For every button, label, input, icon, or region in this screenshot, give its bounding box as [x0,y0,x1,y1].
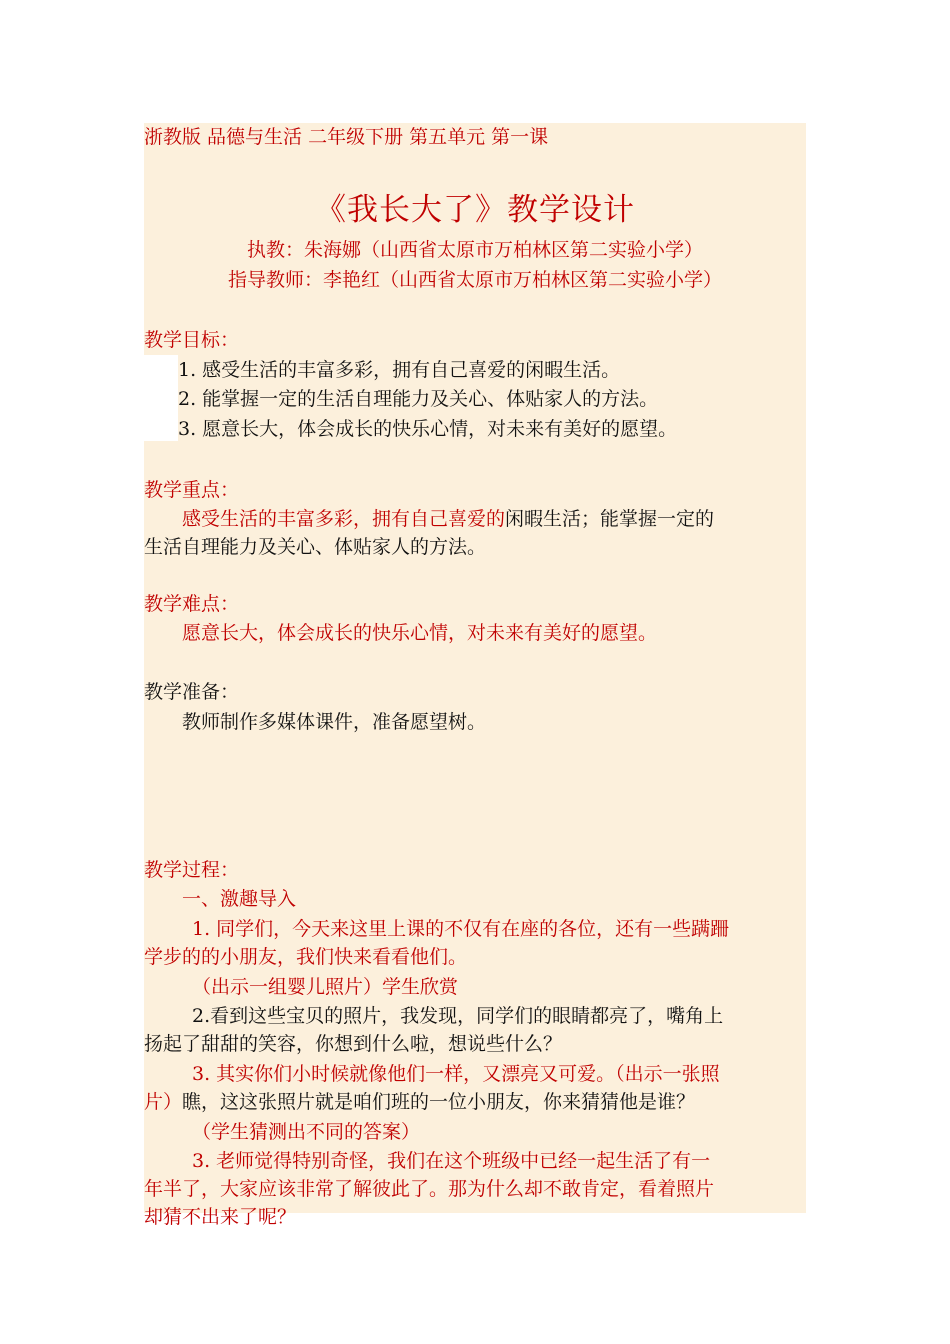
preparation-heading: 教学准备： [144,681,240,703]
advisor-line: 指导教师：李艳红（山西省太原市万柏林区第二实验小学） [227,269,722,291]
section-heading: 一、激趣导入 [182,888,297,910]
key-points-heading: 教学重点： [144,479,240,501]
header-line: 浙教版 品德与生活 二年级下册 第五单元 第一课 [144,126,549,148]
paragraph-line: 1. 同学们，今天来这里上课的不仅有在座的各位，还有一些蹒跚 [192,918,730,940]
teacher-line: 执教：朱海娜（山西省太原市万柏林区第二实验小学） [246,239,703,261]
difficulty-heading: 教学难点： [144,593,240,615]
key-points-black-text: 闲暇生活；能掌握一定的 [505,508,715,530]
page-title: 《我长大了》教学设计 [315,192,635,228]
paragraph-line [144,1088,695,1116]
key-points-line [182,505,714,533]
goals-heading: 教学目标： [144,329,240,351]
paragraph-red-text: 片） [144,1091,183,1113]
paragraph-line: 却猜不出来了呢？ [144,1206,297,1228]
paragraph-line: （出示一组婴儿照片）学生欣赏 [192,976,459,998]
key-points-line: 生活自理能力及关心、体贴家人的方法。 [144,536,487,558]
paragraph-line: （学生猜测出不同的答案） [192,1121,421,1143]
paragraph-line: 学步的的小朋友，我们快来看看他们。 [144,946,468,968]
paragraph-line: 3. 其实你们小时候就像他们一样，又漂亮又可爱。（出示一张照 [192,1063,720,1085]
paragraph-line: 3. 老师觉得特别奇怪，我们在这个班级中已经一起生活了有一 [192,1150,711,1172]
paragraph-line: 2.看到这些宝贝的照片，我发现，同学们的眼睛都亮了，嘴角上 [192,1005,724,1027]
process-heading: 教学过程： [144,859,240,881]
document-page [144,123,806,1228]
paragraph-black-text: 瞧，这这张照片就是咱们班的一位小朋友，你来猜猜他是谁？ [182,1091,696,1113]
page-notch [144,355,178,441]
preparation-text: 教师制作多媒体课件，准备愿望树。 [182,711,487,733]
key-points-red-text: 感受生活的丰富多彩，拥有自己喜爱的 [182,508,506,530]
difficulty-text: 愿意长大，体会成长的快乐心情，对未来有美好的愿望。 [182,622,658,644]
goal-item: 3. 愿意长大，体会成长的快乐心情，对未来有美好的愿望。 [178,418,678,440]
paragraph-line: 年半了，大家应该非常了解彼此了。那为什么却不敢肯定，看着照片 [144,1178,715,1200]
goal-item: 2. 能掌握一定的生活自理能力及关心、体贴家人的方法。 [178,388,659,410]
paragraph-line: 扬起了甜甜的笑容，你想到什么啦，想说些什么？ [144,1033,563,1055]
goal-item: 1. 感受生活的丰富多彩，拥有自己喜爱的闲暇生活。 [178,359,621,381]
